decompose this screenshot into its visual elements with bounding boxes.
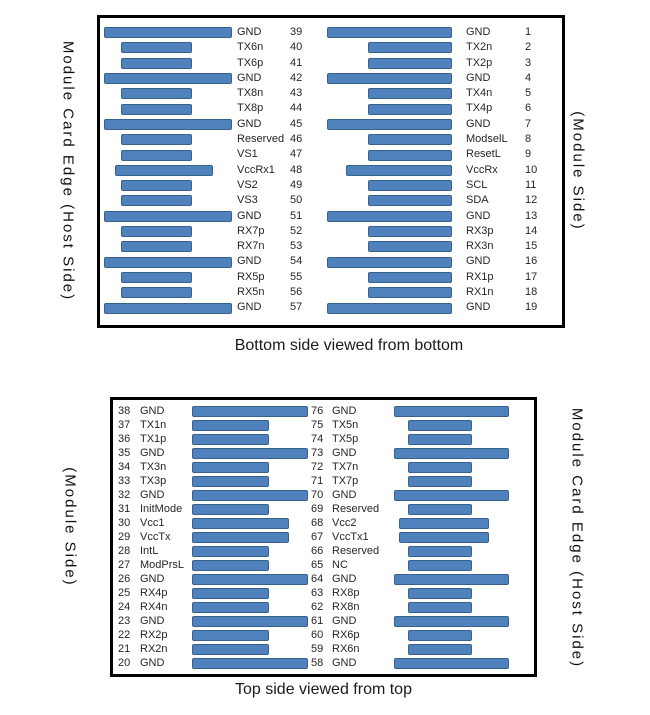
pad-bar-zone bbox=[327, 58, 452, 69]
pad-bar bbox=[368, 226, 452, 237]
pin-name: Reserved bbox=[332, 503, 380, 515]
pin-name: TX3p bbox=[140, 475, 167, 487]
pin-number: 31 bbox=[118, 503, 131, 515]
pin-column-1-19 bbox=[100, 25, 562, 316]
pad-bar bbox=[408, 546, 472, 557]
pin-row bbox=[113, 628, 534, 642]
pin-number: 46 bbox=[290, 133, 303, 146]
pad-bar-zone bbox=[394, 616, 509, 627]
pin-number: 23 bbox=[118, 615, 131, 627]
pin-name: GND bbox=[140, 489, 165, 501]
pin-number: 58 bbox=[311, 657, 324, 669]
pad-bar bbox=[394, 406, 509, 417]
pin-row bbox=[100, 132, 562, 147]
pad-bar-zone bbox=[327, 195, 452, 206]
pin-number: 28 bbox=[118, 545, 131, 557]
pin-name: Vcc1 bbox=[140, 517, 165, 529]
pad-bar bbox=[394, 616, 509, 627]
pad-bar-zone bbox=[394, 476, 509, 487]
pad-bar-zone bbox=[394, 602, 509, 613]
pin-name: RX5p bbox=[237, 270, 265, 283]
pad-bar bbox=[368, 134, 452, 145]
edge-label-host-side-bottom-panel: Module Card Edge (Host Side) bbox=[568, 407, 586, 669]
pad-bar-zone bbox=[327, 287, 452, 298]
pin-number: 33 bbox=[118, 475, 131, 487]
pad-bar-zone bbox=[327, 134, 452, 145]
pin-name: TX7n bbox=[332, 461, 359, 473]
pad-bar-zone bbox=[394, 644, 509, 655]
pin-number: 45 bbox=[290, 117, 303, 130]
pin-row bbox=[113, 642, 534, 656]
pin-number: 71 bbox=[311, 475, 324, 487]
pin-name: GND bbox=[237, 26, 262, 38]
bottom-view-caption: Bottom side viewed from bottom bbox=[234, 337, 464, 354]
pad-bar bbox=[408, 560, 472, 571]
pin-row bbox=[100, 270, 562, 285]
pad-bar bbox=[368, 195, 452, 206]
pad-bar-zone bbox=[327, 180, 452, 191]
pin-name: InitMode bbox=[140, 503, 183, 515]
pin-row bbox=[100, 56, 562, 71]
pin-number: 47 bbox=[290, 148, 303, 161]
pad-bar-zone bbox=[394, 434, 509, 445]
pin-name: GND bbox=[237, 255, 262, 268]
pin-number: 3 bbox=[525, 56, 532, 69]
pin-number: 43 bbox=[290, 87, 303, 100]
pin-name: ResetL bbox=[466, 148, 501, 161]
pin-number: 75 bbox=[311, 419, 324, 431]
pin-row bbox=[100, 254, 562, 269]
pin-number: 66 bbox=[311, 545, 324, 557]
pad-bar-zone bbox=[394, 588, 509, 599]
pin-name: RX1n bbox=[466, 286, 494, 299]
pad-bar-zone bbox=[394, 658, 509, 669]
pin-name: GND bbox=[332, 573, 357, 585]
pin-name: ModselL bbox=[466, 133, 508, 146]
pin-name: GND bbox=[237, 117, 262, 130]
pin-name: GND bbox=[466, 26, 491, 38]
pin-number: 67 bbox=[311, 531, 324, 543]
pin-name: GND bbox=[466, 117, 491, 130]
pin-number: 38 bbox=[118, 405, 131, 417]
pin-number: 21 bbox=[118, 643, 131, 655]
pin-number: 44 bbox=[290, 102, 303, 115]
pin-number: 11 bbox=[525, 178, 537, 191]
edge-label-module-side-bottom-panel: (Module Side) bbox=[61, 467, 79, 587]
pin-number: 13 bbox=[525, 209, 538, 222]
pad-bar-zone bbox=[327, 119, 452, 130]
pin-name: VccTx bbox=[140, 531, 171, 543]
pin-number: 53 bbox=[290, 240, 303, 253]
pin-name: GND bbox=[332, 405, 357, 417]
pin-name: GND bbox=[140, 405, 165, 417]
pin-row bbox=[113, 572, 534, 586]
pad-bar bbox=[408, 420, 472, 431]
pin-number: 50 bbox=[290, 194, 303, 207]
pin-name: GND bbox=[140, 573, 165, 585]
pad-bar-zone bbox=[394, 406, 509, 417]
pin-row bbox=[100, 178, 562, 193]
pin-number: 4 bbox=[525, 71, 532, 84]
pin-row bbox=[100, 300, 562, 315]
pin-number: 49 bbox=[290, 178, 303, 191]
pad-bar-zone bbox=[394, 462, 509, 473]
pin-row bbox=[100, 285, 562, 300]
pin-name: GND bbox=[466, 71, 491, 84]
pad-bar bbox=[408, 434, 472, 445]
pin-name: GND bbox=[332, 489, 357, 501]
pin-name: SCL bbox=[466, 178, 488, 191]
pin-name: TX2p bbox=[466, 56, 493, 69]
pin-number: 26 bbox=[118, 573, 131, 585]
pad-bar bbox=[394, 490, 509, 501]
pin-row bbox=[113, 530, 534, 544]
pad-bar-zone bbox=[327, 226, 452, 237]
pin-name: Reserved bbox=[332, 545, 380, 557]
pin-name: TX6n bbox=[237, 41, 264, 54]
pin-name: GND bbox=[466, 209, 491, 222]
pad-bar-zone bbox=[394, 546, 509, 557]
pad-bar-zone bbox=[327, 303, 452, 314]
pin-number: 68 bbox=[311, 517, 324, 529]
pin-number: 40 bbox=[290, 41, 303, 54]
pin-row bbox=[100, 86, 562, 101]
pin-name: VS1 bbox=[237, 148, 258, 161]
pin-name: ModPrsL bbox=[140, 559, 185, 571]
pin-number: 48 bbox=[290, 163, 303, 176]
pad-bar bbox=[408, 462, 472, 473]
pin-name: IntL bbox=[140, 545, 159, 557]
pin-row bbox=[100, 239, 562, 254]
pin-name: TX5p bbox=[332, 433, 359, 445]
pad-bar bbox=[408, 476, 472, 487]
pin-row bbox=[113, 418, 534, 432]
pin-name: RX8n bbox=[332, 601, 360, 613]
pin-row bbox=[113, 446, 534, 460]
pin-row bbox=[113, 516, 534, 530]
pin-name: RX6p bbox=[332, 629, 360, 641]
pin-name: RX7p bbox=[237, 224, 265, 237]
pin-name: VccTx1 bbox=[332, 531, 369, 543]
pin-number: 29 bbox=[118, 531, 131, 543]
pin-name: RX4p bbox=[140, 587, 168, 599]
pin-name: TX8p bbox=[237, 102, 264, 115]
pin-number: 19 bbox=[525, 301, 538, 314]
pin-number: 70 bbox=[311, 489, 324, 501]
pin-name: TX5n bbox=[332, 419, 359, 431]
pin-number: 9 bbox=[525, 148, 532, 161]
edge-label-module-side-top-panel: (Module Side) bbox=[569, 111, 587, 231]
pin-number: 10 bbox=[525, 163, 538, 176]
pad-bar-zone bbox=[327, 88, 452, 99]
pin-name: GND bbox=[140, 657, 165, 669]
pad-bar bbox=[408, 602, 472, 613]
pin-name: GND bbox=[466, 255, 491, 268]
pad-bar-zone bbox=[394, 518, 509, 529]
pad-bar bbox=[327, 257, 452, 268]
pin-row bbox=[113, 502, 534, 516]
pin-number: 5 bbox=[525, 87, 532, 100]
pin-number: 76 bbox=[311, 405, 324, 417]
pin-number: 39 bbox=[290, 26, 303, 38]
pin-number: 74 bbox=[311, 433, 324, 445]
pin-number: 35 bbox=[118, 447, 131, 459]
pin-row bbox=[113, 656, 534, 670]
pad-bar-zone bbox=[327, 104, 452, 115]
pin-number: 22 bbox=[118, 629, 131, 641]
pin-name: TX3n bbox=[140, 461, 167, 473]
pin-name: RX1p bbox=[466, 270, 494, 283]
pin-name: TX7p bbox=[332, 475, 359, 487]
pad-bar bbox=[327, 27, 452, 38]
pin-number: 18 bbox=[525, 286, 538, 299]
pin-name: TX8n bbox=[237, 87, 264, 100]
pin-name: RX4n bbox=[140, 601, 168, 613]
pad-bar-zone bbox=[327, 150, 452, 161]
bottom-side-pinout-panel bbox=[97, 15, 565, 328]
pin-name: TX6p bbox=[237, 56, 264, 69]
pin-name: VS3 bbox=[237, 194, 258, 207]
pad-bar bbox=[368, 287, 452, 298]
pin-row bbox=[100, 71, 562, 86]
pin-name: TX1n bbox=[140, 419, 167, 431]
pad-bar bbox=[346, 165, 452, 176]
pin-number: 51 bbox=[290, 209, 303, 222]
pin-number: 7 bbox=[525, 117, 532, 130]
pin-number: 62 bbox=[311, 601, 324, 613]
pin-name: TX4p bbox=[466, 102, 493, 115]
pin-row bbox=[100, 25, 562, 40]
pad-bar bbox=[368, 88, 452, 99]
pin-number: 20 bbox=[118, 657, 131, 669]
pad-bar bbox=[327, 211, 452, 222]
pad-bar bbox=[394, 448, 509, 459]
pin-number: 17 bbox=[525, 270, 538, 283]
pin-row bbox=[113, 460, 534, 474]
pin-name: NC bbox=[332, 559, 348, 571]
pin-number: 52 bbox=[290, 224, 303, 237]
pin-row bbox=[113, 432, 534, 446]
pin-row bbox=[113, 586, 534, 600]
pin-name: VS2 bbox=[237, 178, 258, 191]
pin-name: GND bbox=[140, 447, 165, 459]
pin-name: RX7n bbox=[237, 240, 265, 253]
pin-name: GND bbox=[332, 615, 357, 627]
pad-bar-zone bbox=[327, 165, 452, 176]
pin-number: 34 bbox=[118, 461, 131, 473]
pin-number: 65 bbox=[311, 559, 324, 571]
pin-name: RX2n bbox=[140, 643, 168, 655]
pad-bar-zone bbox=[327, 27, 452, 38]
pin-number: 25 bbox=[118, 587, 131, 599]
pad-bar-zone bbox=[394, 448, 509, 459]
pin-number: 63 bbox=[311, 587, 324, 599]
pin-number: 64 bbox=[311, 573, 324, 585]
pin-row bbox=[113, 558, 534, 572]
pin-row bbox=[113, 544, 534, 558]
pin-name: GND bbox=[237, 71, 262, 84]
pad-bar bbox=[408, 630, 472, 641]
pin-number: 41 bbox=[290, 56, 303, 69]
pin-row bbox=[100, 147, 562, 162]
pin-row bbox=[100, 117, 562, 132]
pad-bar-zone bbox=[327, 211, 452, 222]
pin-name: RX6n bbox=[332, 643, 360, 655]
top-view-caption: Top side viewed from top bbox=[235, 681, 412, 698]
pad-bar bbox=[368, 180, 452, 191]
pad-bar-zone bbox=[394, 504, 509, 515]
pad-bar-zone bbox=[327, 257, 452, 268]
pin-number: 36 bbox=[118, 433, 131, 445]
pad-bar-zone bbox=[394, 630, 509, 641]
top-side-pinout-panel bbox=[110, 397, 537, 677]
pin-row bbox=[113, 614, 534, 628]
pin-name: VccRx bbox=[466, 163, 498, 176]
pad-bar-zone bbox=[327, 73, 452, 84]
pad-bar-zone bbox=[394, 574, 509, 585]
pin-row bbox=[113, 474, 534, 488]
pin-row bbox=[100, 224, 562, 239]
pin-name: Reserved bbox=[237, 133, 285, 146]
pin-name: VccRx1 bbox=[237, 163, 275, 176]
pin-number: 61 bbox=[311, 615, 324, 627]
pin-number: 14 bbox=[525, 224, 538, 237]
pin-name: GND bbox=[466, 301, 491, 314]
pin-row bbox=[100, 193, 562, 208]
pin-number: 27 bbox=[118, 559, 131, 571]
pin-number: 42 bbox=[290, 71, 303, 84]
pin-number: 69 bbox=[311, 503, 324, 515]
pad-bar bbox=[368, 241, 452, 252]
pin-number: 72 bbox=[311, 461, 324, 473]
pin-number: 30 bbox=[118, 517, 131, 529]
pin-number: 6 bbox=[525, 102, 532, 115]
pin-number: 24 bbox=[118, 601, 131, 613]
pad-bar bbox=[368, 272, 452, 283]
pad-bar bbox=[408, 588, 472, 599]
pin-number: 55 bbox=[290, 270, 303, 283]
pin-name: GND bbox=[332, 447, 357, 459]
pad-bar-zone bbox=[327, 241, 452, 252]
pin-name: RX3n bbox=[466, 240, 494, 253]
pin-name: GND bbox=[237, 301, 262, 314]
pin-number: 15 bbox=[525, 240, 538, 253]
pad-bar-zone bbox=[394, 420, 509, 431]
pin-name: RX2p bbox=[140, 629, 168, 641]
pad-bar bbox=[368, 58, 452, 69]
pad-bar bbox=[327, 303, 452, 314]
pin-row bbox=[113, 600, 534, 614]
pad-bar bbox=[399, 518, 489, 529]
pin-number: 56 bbox=[290, 286, 303, 299]
pad-bar bbox=[399, 532, 489, 543]
pin-number: 32 bbox=[118, 489, 131, 501]
pin-number: 2 bbox=[525, 41, 532, 54]
pin-name: TX1p bbox=[140, 433, 167, 445]
pin-number: 60 bbox=[311, 629, 324, 641]
pad-bar bbox=[327, 119, 452, 130]
pin-name: SDA bbox=[466, 194, 489, 207]
pad-bar-zone bbox=[327, 272, 452, 283]
pin-number: 59 bbox=[311, 643, 324, 655]
pad-bar bbox=[368, 42, 452, 53]
edge-label-host-side-top-panel: Module Card Edge (Host Side) bbox=[59, 40, 77, 302]
pin-name: GND bbox=[140, 615, 165, 627]
pin-name: TX2n bbox=[466, 41, 493, 54]
pin-name: RX8p bbox=[332, 587, 360, 599]
pin-number: 8 bbox=[525, 133, 532, 146]
pin-number: 37 bbox=[118, 419, 131, 431]
pin-column-76-58 bbox=[113, 404, 534, 670]
pad-bar bbox=[327, 73, 452, 84]
pin-number: 54 bbox=[290, 255, 303, 268]
pin-number: 12 bbox=[525, 194, 538, 207]
pin-name: GND bbox=[237, 209, 262, 222]
pad-bar bbox=[394, 574, 509, 585]
pad-bar-zone bbox=[394, 560, 509, 571]
pin-name: TX4n bbox=[466, 87, 493, 100]
pad-bar bbox=[408, 644, 472, 655]
pin-row bbox=[113, 404, 534, 418]
pad-bar bbox=[408, 504, 472, 515]
pin-name: RX5n bbox=[237, 286, 265, 299]
pin-row bbox=[100, 209, 562, 224]
pad-bar-zone bbox=[394, 532, 509, 543]
pad-bar bbox=[394, 658, 509, 669]
pin-number: 16 bbox=[525, 255, 538, 268]
pin-number: 73 bbox=[311, 447, 324, 459]
pin-row bbox=[100, 163, 562, 178]
pin-name: GND bbox=[332, 657, 357, 669]
pad-bar bbox=[368, 104, 452, 115]
pin-name: Vcc2 bbox=[332, 517, 357, 529]
pad-bar bbox=[368, 150, 452, 161]
pin-name: RX3p bbox=[466, 224, 494, 237]
pin-row bbox=[100, 101, 562, 116]
pad-bar-zone bbox=[394, 490, 509, 501]
pad-bar-zone bbox=[327, 42, 452, 53]
pin-row bbox=[113, 488, 534, 502]
pin-number: 1 bbox=[525, 26, 532, 38]
pin-row bbox=[100, 40, 562, 55]
pin-number: 57 bbox=[290, 301, 303, 314]
